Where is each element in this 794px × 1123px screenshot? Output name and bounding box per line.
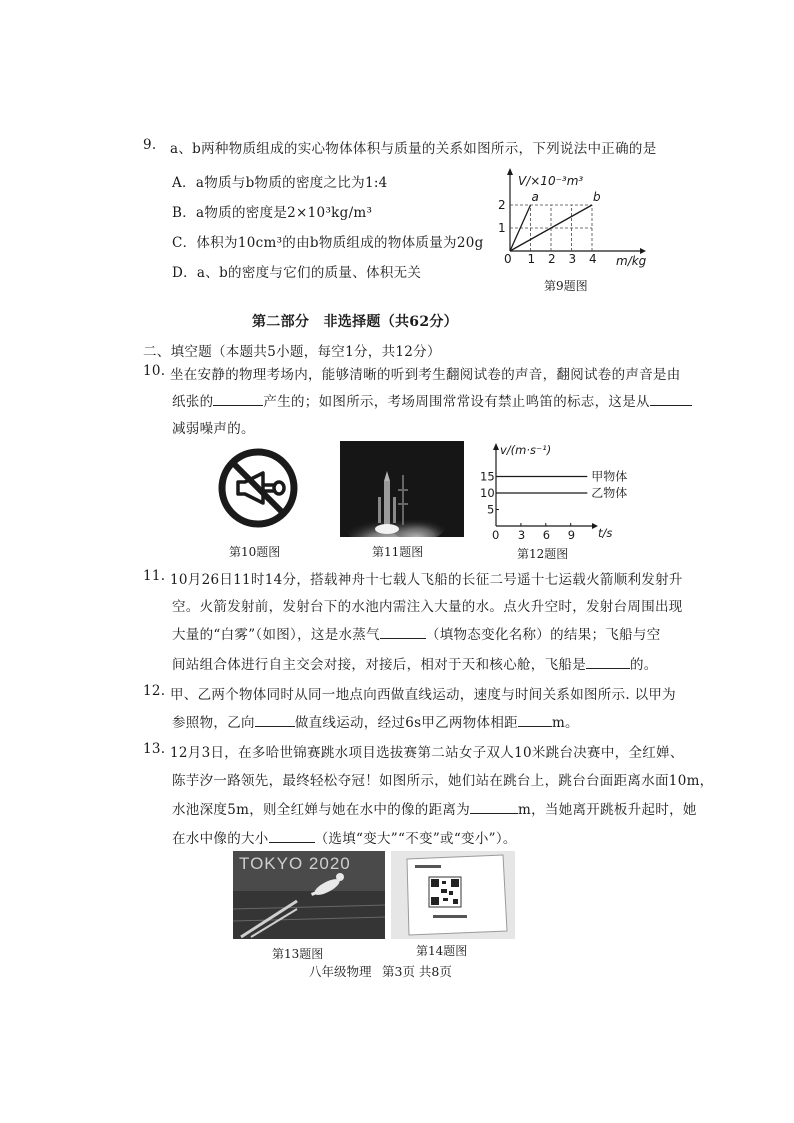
q9-series-b-label: b [593, 190, 601, 204]
q13-line4-part2: （选填“变大”“不变”或“变小”）。 [314, 831, 517, 847]
fig11-caption: 第11题图 [372, 545, 424, 559]
q11-line4-part1: 间站组合体进行自主交会对接，对接后，相对于天和核心舱，飞船是 [172, 657, 586, 673]
q12-line2 [172, 711, 579, 731]
tokyo-2020-text: TOKYO 2020 [239, 854, 351, 873]
footer-subject: 八年级物理 [309, 964, 372, 979]
q9-option-b: B．a物质的密度是2×10³kg/m³ [172, 205, 373, 221]
q10-line2-part2: 产生的；如图所示，考场周围常常设有禁止鸣笛的标志，这是从 [263, 394, 650, 410]
q10-number: 10. [143, 363, 166, 379]
q9-option-d: D．a、b的密度与它们的质量、体积无关 [172, 265, 422, 281]
q9-series-a-label: a [531, 190, 539, 204]
q9-x-tick-label: 2 [548, 252, 556, 266]
q9-option-a: A．a物质与b物质的密度之比为1:4 [172, 175, 388, 191]
q9-option-c: C．体积为10cm³的由b物质组成的物体质量为20g [172, 235, 484, 251]
q12-x-axis-label: t/s [598, 526, 613, 540]
q12-x-tick-label: 9 [567, 528, 576, 542]
q13-line1: 12月3日，在多哈世锦赛跳水项目选拔赛第二站女子双人10米跳台决赛中，全红婵、 [170, 745, 684, 761]
q12-y-tick-label: 15 [480, 469, 495, 484]
diving-photo [233, 851, 385, 939]
q9-x-axis-label: m/kg [616, 254, 647, 268]
q11-line3 [172, 623, 661, 643]
rocket-launch-photo [340, 441, 464, 537]
q13-line4 [172, 827, 517, 847]
q12-y-tick-label: 10 [480, 486, 495, 500]
q10-line2-part1: 纸张的 [172, 394, 214, 410]
q9-y-arrow [507, 168, 513, 175]
q12-velocity-chart [474, 440, 644, 542]
q10-line1: 坐在安静的物理考场内，能够清晰的听到考生翻阅试卷的声音，翻阅试卷的声音是由 [170, 367, 681, 383]
q11-line4 [172, 653, 658, 673]
q12-number: 12. [143, 683, 166, 699]
q12-blank-2[interactable] [518, 714, 552, 727]
q9-x-tick-label: 0 [504, 252, 512, 266]
part2-heading: 第二部分 非选择题（共62分） [252, 314, 458, 330]
no-honking-sign-icon [218, 448, 298, 528]
q11-line4-part2: 的。 [630, 657, 658, 673]
q9-density-chart [480, 163, 655, 271]
q11-line3-part1: 大量的“白雾”（如图），这是水蒸气 [172, 627, 380, 643]
q11-line2: 空。火箭发射前，发射台下的水池内需注入大量的水。点火升空时，发射台周围出现 [172, 599, 683, 615]
q12-line2-part3: m。 [551, 715, 579, 731]
q13-blank-1[interactable] [470, 801, 518, 814]
q13-number: 13. [143, 741, 166, 757]
q12-line2-part1: 参照物，乙向 [172, 715, 255, 731]
q12-x-tick-label: 0 [492, 528, 500, 542]
q10-line2 [172, 390, 692, 410]
q13-line3-part1: 水池深度5m，则全红婵与她在水中的像的距离为 [172, 802, 470, 818]
q11-line3-part2: （填物态变化名称）的结果；飞船与空 [425, 627, 661, 643]
q11-number: 11. [143, 568, 166, 584]
q12-blank-1[interactable] [255, 714, 295, 727]
qr-card-photo [391, 851, 515, 939]
fig14-caption: 第14题图 [416, 944, 468, 958]
q12-line1: 甲、乙两个物体同时从同一地点向西做直线运动，速度与时间关系如图所示. 以甲为 [170, 687, 676, 703]
q9-y-tick-label: 1 [498, 221, 506, 235]
q12-series-label: 乙物体 [591, 486, 628, 500]
q12-x-tick-label: 6 [542, 528, 551, 542]
q12-y-axis-label: v/(m·s⁻¹) [500, 443, 552, 457]
q10-blank-1[interactable] [213, 393, 263, 406]
q12-y-tick-label: 5 [487, 502, 495, 517]
fig10-caption: 第10题图 [229, 545, 281, 559]
q13-blank-2[interactable] [269, 830, 315, 843]
q10-line3: 减弱噪声的。 [172, 421, 255, 437]
q9-y-tick-label: 2 [498, 198, 506, 212]
q10-blank-2[interactable] [650, 393, 692, 406]
q12-y-arrow [493, 443, 499, 450]
q9-stem: a、b两种物质组成的实心物体体积与质量的关系如图所示，下列说法中正确的是 [170, 141, 657, 157]
q9-y-axis-label: V/×10⁻³m³ [518, 174, 584, 188]
q9-caption: 第9题图 [544, 279, 588, 293]
fig12-caption: 第12题图 [517, 547, 569, 561]
q9-number: 9. [143, 137, 157, 153]
q13-line4-part1: 在水中像的大小 [172, 831, 269, 847]
q11-blank-1[interactable] [380, 626, 426, 639]
q9-x-tick-label: 3 [568, 252, 577, 266]
footer-page: 第3页 共8页 [382, 964, 452, 979]
q9-x-tick-label: 1 [527, 252, 536, 266]
q12-x-tick-label: 3 [517, 528, 526, 542]
q13-line3-part2: m，当她离开跳板升起时，她 [518, 802, 697, 818]
q13-line3 [172, 798, 697, 818]
q11-blank-2[interactable] [586, 656, 630, 669]
q12-series-label: 甲物体 [591, 469, 628, 484]
q9-x-tick-label: 4 [589, 252, 597, 266]
q11-line1: 10月26日11时14分，搭载神舟十七载人飞船的长征二号遥十七运载火箭顺利发射升 [170, 572, 683, 588]
q12-line2-part2: 做直线运动，经过6s甲乙两物体相距 [294, 715, 518, 731]
q13-line2: 陈芋汐一路领先，最终轻松夺冠！如图所示，她们站在跳台上，跳台台面距离水面10m， [172, 773, 714, 789]
fig13-caption: 第13题图 [272, 947, 324, 961]
section-heading: 二、填空题（本题共5小题，每空1分，共12分） [143, 344, 441, 360]
